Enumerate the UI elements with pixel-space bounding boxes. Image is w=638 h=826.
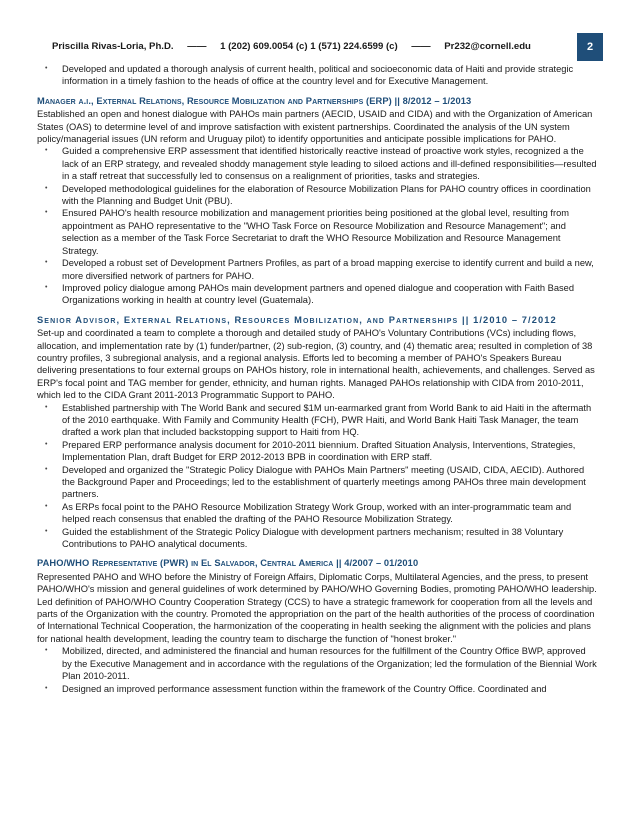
list-item: • Developed and organized the "Strategic Policy Dialogue with PAHOs Main Partners" meeting (USAID, CIDA, AECID). Authored the Background Paper and Proceedings; led to the establishment of quarterly meetings among PAHOs three main development partners. [37, 464, 597, 501]
list-item: • As ERPs focal point to the PAHO Resource Mobilization Strategy Work Group, worked with an inter-programmatic team and helped reach consensus that enabled the drafting of the PAHO Resource Mobilization Strategy. [37, 501, 597, 526]
list-item: • Guided the establishment of the Strategic Policy Dialogue with development partners mechanism; resulted in 38 Voluntary Contributions to PAHO analytical documents. [37, 526, 597, 551]
list-item: • Ensured PAHO's health resource mobilization and management priorities being positioned at the global level, resulting from appointment as PAHO representative to the "WHO Task Force on Resource Mobilization and Resource Management"; and selection as a member of the Task Force Secretariat to draft the WHO Resource Mobilization and Resource Management Strategy. [37, 207, 597, 257]
job-title: Manager a.i., External Relations, Resource Mobilization and Partnerships (ERP) || 8/2012 – 1/2013 [37, 95, 472, 106]
list-item: • Designed an improved performance assessment function within the framework of the Country Office. Coordinated and [37, 683, 597, 695]
list-item: • Developed methodological guidelines for the elaboration of Resource Mobilization Plans for PAHO country offices in coordination with the Planning and Budget Unit (PBU). [37, 183, 597, 208]
job-bullet-list [37, 645, 597, 695]
job-bullet-list [37, 145, 597, 306]
page-header [0, 33, 638, 61]
header-contact-line [52, 41, 531, 52]
list-item: • Mobilized, directed, and administered the financial and human resources for the fulfillment of the Country Office BWP, approved by the Executive Management and in accordance with the regulations of the Organization; led the formulation of the Biennial Work Plan 2010-2011. [37, 645, 597, 682]
job-section [37, 314, 597, 551]
email-address: Pr232@cornell.edu [444, 41, 531, 52]
list-item: • Guided a comprehensive ERP assessment that identified historically reactive instead of proactive work styles, recognized a the lack of an ERP strategy, and revealed shoddy management style leading to siloed actions and ill-defined responsibilities—resulted in a staff retreat that successfully led to consensus on a realignment of priorities, tasks and strategies. [37, 145, 597, 182]
job-title: PAHO/WHO Representative (PWR) in El Salvador, Central America || 4/2007 – 01/2010 [37, 558, 419, 569]
job-section [37, 557, 597, 694]
list-item: • Developed a robust set of Development Partners Profiles, as part of a broad mapping exercise to identify current and build a new, more diversified network of partners for PAHO. [37, 257, 597, 282]
page-number-badge: 2 [577, 33, 603, 61]
job-summary: Established an open and honest dialogue with PAHOs main partners (AECID, USAID and CIDA) and with the Organization of American States (OAS) to determine level of and improve satisfaction with existent partnerships. Coordinated the analysis of the UN system policy/managerial issues (UN reform and Uruguay pilot) to identify opportunities and anticipate possible implications for PAHO. [37, 109, 593, 145]
job-bullet-list [37, 402, 597, 551]
job-section [37, 95, 597, 307]
phone-numbers: 1 (202) 609.0054 (c) 1 (571) 224.6599 (c) [220, 41, 398, 52]
list-item: • Developed and updated a thorough analysis of current health, political and socioeconomic data of Haiti and provide strategic information in a timely fashion to the heads of office at the country level and for Executive Management. [37, 63, 597, 88]
header-separator: —— [411, 41, 431, 52]
job-summary: Set-up and coordinated a team to complete a thorough and detailed study of PAHO's Voluntary Contributions (VCs) including flows, allocation, and implementation rate by (1) funder/partner, (2) sub-region, (3) country, and (4) thematic area; resulted in completion of 38 country profiles, 3 subregional analysis, and a regional analysis. Efforts led to becoming a member of PAHO's Speakers Bureau delivering presentations to four external groups on PAHOs history, role in international health, achievements, and challenges. Served as ERP's focal point and TAG member for gender, ethnicity, and human rights. Managed PAHOs relationship with CIDA from 2010-2011, which led to the CIDA Grant 2011-2013 Programmatic Support to PAHO. [37, 328, 595, 401]
job-title: Senior Advisor, External Relations, Resources Mobilization, and Partnerships || 1/2010 – 7/2012 [37, 314, 557, 325]
list-item: • Prepared ERP performance analysis document for 2010-2011 biennium. Drafted Situation Analysis, Interventions, Strategies, Implementation Plan, draft Budget for ERP 2012-2013 BPB in coordination with ERP staff. [37, 439, 597, 464]
list-item: • Established partnership with The World Bank and secured $1M un-earmarked grant from World Bank to aid Haiti in the aftermath of the 2010 earthquake. With Family and Community Health (FCH), PWR Haiti, and World Bank Haiti Task Manager, the team drafted a work plan that included backstopping support to Haiti from HQ. [37, 402, 597, 439]
author-name: Priscilla Rivas-Loria, Ph.D. [52, 41, 174, 52]
header-separator: —— [187, 41, 207, 52]
resume-body [37, 63, 597, 695]
job-summary: Represented PAHO and WHO before the Ministry of Foreign Affairs, Diplomatic Corps, Multilateral Agencies, and the press, to present PAHO/WHO's mission and general guidelines of work determined by PAHO/WHO Governing Bodies, promoting PAHO/WHO leadership. Led definition of PAHO/WHO Country Cooperation Strategy (CCS) to have a strategic framework for cooperation from all the levels and parts of the Organization with the country. Promoted the appropriation on the part of the health authorities of the process of coordination of International Technical Cooperation, the harmonization of the cooperating in health seeking the alignment with the policies and plans for national health development, leading the country team to discharge the function of "honest broker." [37, 571, 597, 644]
intro-bullet-list [37, 63, 597, 88]
list-item: • Improved policy dialogue among PAHOs main development partners and opened dialogue and cooperation with Faith Based Organizations working in health at country level (Guatemala). [37, 282, 597, 307]
